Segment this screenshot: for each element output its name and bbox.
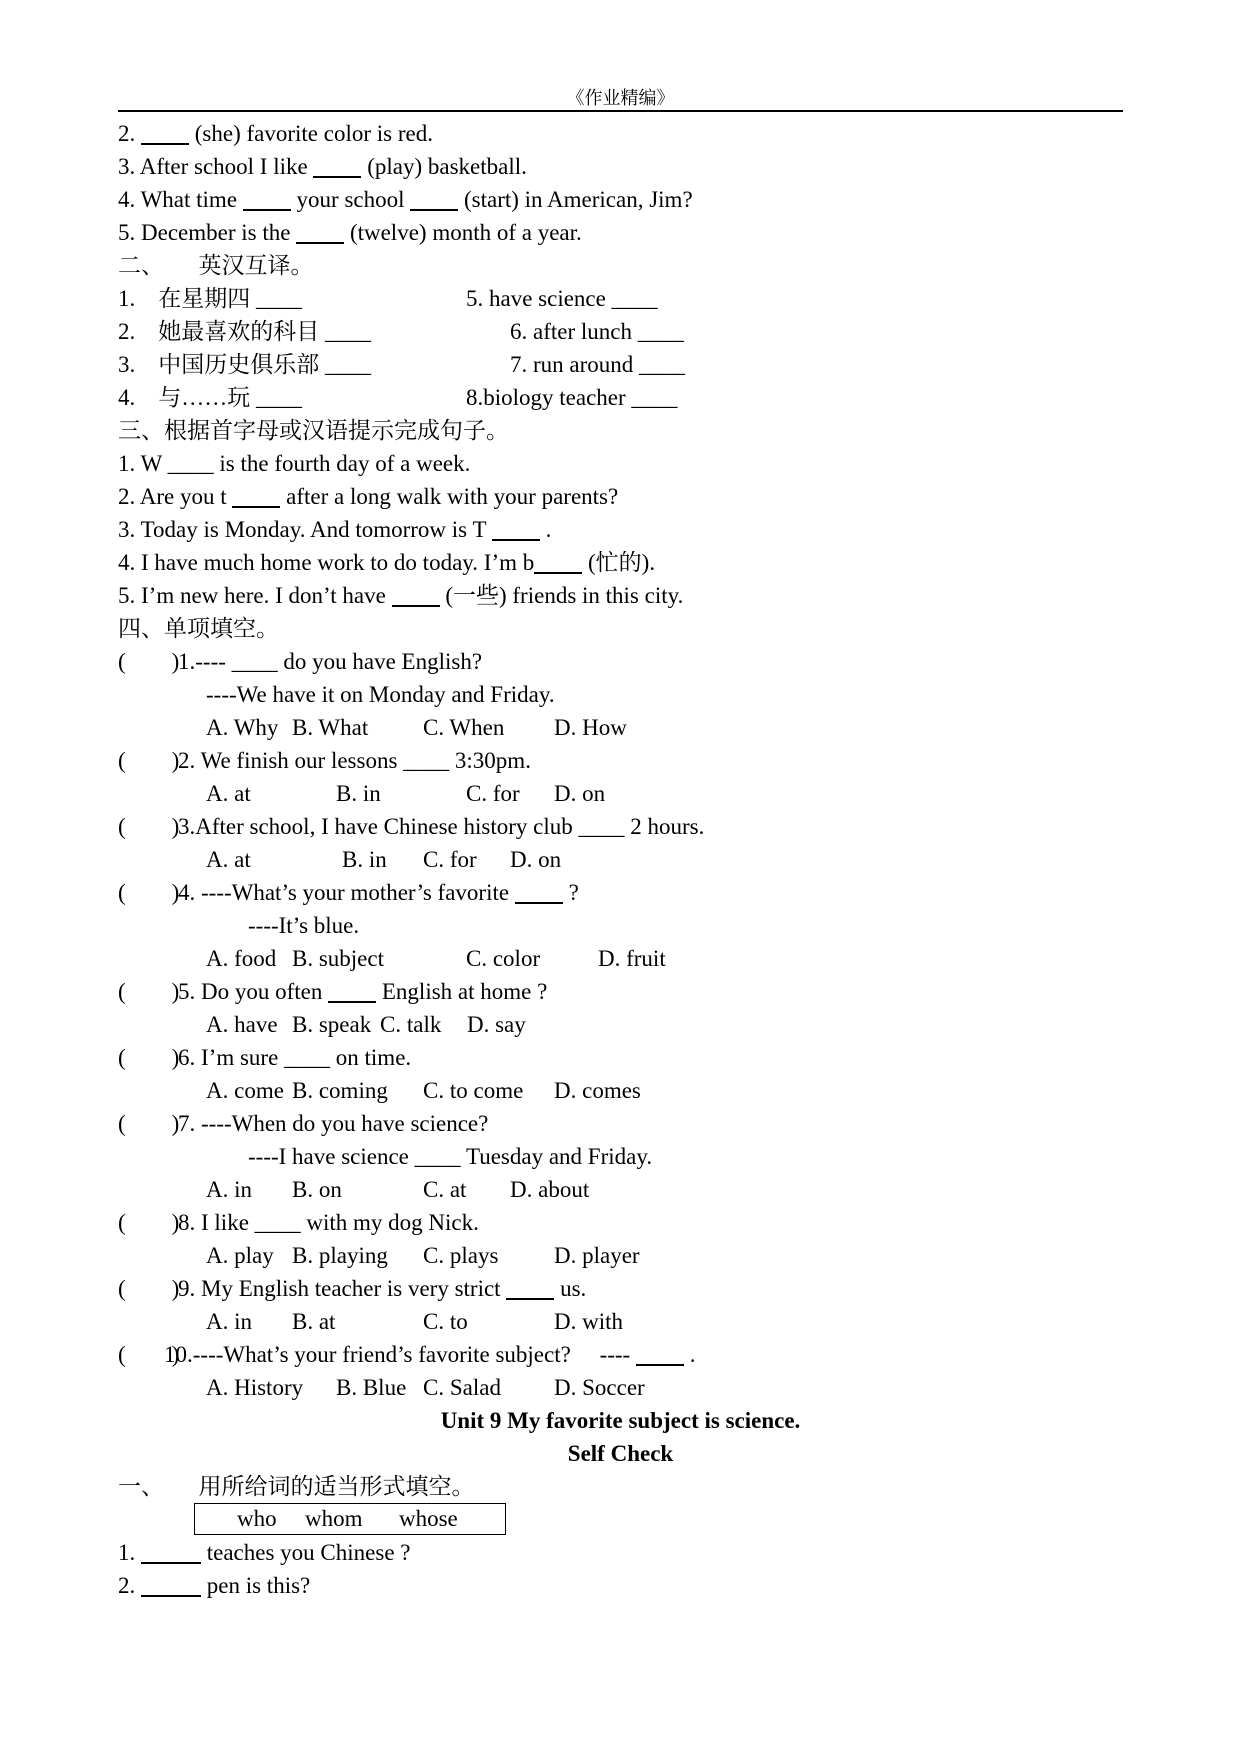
answer-blank[interactable] bbox=[141, 121, 189, 145]
unit-title: Unit 9 My favorite subject is science. bbox=[440, 1408, 801, 1433]
answer-paren[interactable]: ( ) bbox=[118, 979, 180, 1004]
section-4-title: 四、单项填空。 bbox=[118, 616, 279, 641]
mc-question-5: ( ) 5. Do you often English at home ? bbox=[118, 975, 1123, 1008]
hint-item-1: 1. W ____ is the fourth day of a week. bbox=[118, 451, 471, 476]
answer-paren[interactable]: ( ) bbox=[118, 1210, 180, 1235]
mc-question-9: ( ) 9. My English teacher is very strict us. bbox=[118, 1272, 1123, 1305]
hint-item-4: 4. I have much home work to do today. I’m b (忙的). bbox=[118, 550, 656, 575]
answer-blank[interactable] bbox=[515, 880, 563, 904]
answer-blank[interactable] bbox=[392, 583, 440, 607]
translate-row-3: 3. 中国历史俱乐部 ____ 7. run around ____ bbox=[118, 352, 686, 377]
word-box: who whom whose bbox=[194, 1503, 506, 1535]
answer-blank[interactable] bbox=[492, 517, 540, 541]
translate-row-1: 1. 在星期四 ____ 5. have science ____ bbox=[118, 286, 658, 311]
hint-item-5: 5. I’m new here. I don’t have (一些) friends in this city. bbox=[118, 583, 684, 608]
section-3-title: 三、根据首字母或汉语提示完成句子。 bbox=[118, 418, 509, 443]
mc-options-6: A. come B. coming C. to come D. comes bbox=[206, 1078, 641, 1103]
answer-blank[interactable] bbox=[636, 1342, 684, 1366]
mc-question-4-reply: ----It’s blue. bbox=[248, 913, 360, 938]
mc-question-7-reply: ----I have science ____ Tuesday and Friday. bbox=[248, 1144, 653, 1169]
mc-options-4: A. food B. subject C. color D. fruit bbox=[206, 946, 666, 971]
fill-in-item-5: 5. December is the (twelve) month of a year. bbox=[118, 220, 582, 245]
translate-row-4: 4. 与……玩 ____ 8.biology teacher ____ bbox=[118, 385, 678, 410]
answer-blank[interactable] bbox=[328, 979, 376, 1003]
answer-blank[interactable] bbox=[141, 1540, 201, 1564]
section-2-title: 二、 英汉互译。 bbox=[118, 253, 314, 278]
word-box-row bbox=[118, 1503, 1123, 1536]
answer-paren[interactable]: ( ) bbox=[118, 748, 180, 773]
answer-blank[interactable] bbox=[296, 220, 344, 244]
mc-options-1: A. Why B. What C. When D. How bbox=[206, 715, 627, 740]
mc-options-2: A. at B. in C. for D. on bbox=[206, 781, 606, 806]
hint-item-2: 2. Are you t after a long walk with your parents? bbox=[118, 484, 619, 509]
mc-options-5: A. have B. speak C. talk D. say bbox=[206, 1012, 526, 1037]
mc-question-1: ( ) 1.---- ____ do you have English? bbox=[118, 645, 1123, 678]
mc-options-3: A. at B. in C. for D. on bbox=[206, 847, 562, 872]
answer-blank[interactable] bbox=[243, 187, 291, 211]
fill-in-item-2: 2. (she) favorite color is red. bbox=[118, 121, 433, 146]
fill-in-item-4: 4. What time your school (start) in American, Jim? bbox=[118, 187, 693, 212]
worksheet-content bbox=[118, 117, 1123, 1602]
mc-question-10: ( ) 10.----What’s your friend’s favorite subject? ---- . bbox=[118, 1338, 1123, 1371]
mc-options-9: A. in B. at C. to D. with bbox=[206, 1309, 623, 1334]
answer-blank[interactable] bbox=[313, 154, 361, 178]
self-check-item-1: 1. teaches you Chinese ? bbox=[118, 1540, 411, 1565]
answer-paren[interactable]: ( ) bbox=[118, 1045, 180, 1070]
hint-item-3: 3. Today is Monday. And tomorrow is T . bbox=[118, 517, 552, 542]
self-check-section-1-title: 一、 用所给词的适当形式填空。 bbox=[118, 1474, 475, 1499]
mc-question-3: ( ) 3.After school, I have Chinese history club ____ 2 hours. bbox=[118, 810, 1123, 843]
answer-paren[interactable]: ( ) bbox=[118, 1111, 180, 1136]
translate-row-2: 2. 她最喜欢的科目 ____ 6. after lunch ____ bbox=[118, 319, 684, 344]
mc-options-7: A. in B. on C. at D. about bbox=[206, 1177, 590, 1202]
self-check-item-2: 2. pen is this? bbox=[118, 1573, 311, 1598]
answer-paren[interactable]: ( ) bbox=[118, 814, 180, 839]
mc-question-8: ( ) 8. I like ____ with my dog Nick. bbox=[118, 1206, 1123, 1239]
answer-blank[interactable] bbox=[410, 187, 458, 211]
answer-blank[interactable] bbox=[506, 1276, 554, 1300]
mc-options-8: A. play B. playing C. plays D. player bbox=[206, 1243, 640, 1268]
mc-options-10: A. History B. Blue C. Salad D. Soccer bbox=[206, 1375, 645, 1400]
mc-question-2: ( ) 2. We finish our lessons ____ 3:30pm. bbox=[118, 744, 1123, 777]
self-check-title: Self Check bbox=[567, 1441, 674, 1466]
answer-blank[interactable] bbox=[232, 484, 280, 508]
answer-blank[interactable] bbox=[141, 1573, 201, 1597]
answer-paren[interactable]: ( ) bbox=[118, 649, 180, 674]
fill-in-item-3: 3. After school I like (play) basketball. bbox=[118, 154, 527, 179]
page-header: 《作业精编》 bbox=[118, 84, 1123, 112]
mc-question-7: ( ) 7. ----When do you have science? bbox=[118, 1107, 1123, 1140]
answer-paren[interactable]: ( ) bbox=[118, 1276, 180, 1301]
mc-question-4: ( ) 4. ----What’s your mother’s favorite ? bbox=[118, 876, 1123, 909]
mc-question-6: ( ) 6. I’m sure ____ on time. bbox=[118, 1041, 1123, 1074]
answer-paren[interactable]: ( ) bbox=[118, 880, 180, 905]
answer-blank[interactable] bbox=[534, 550, 582, 574]
mc-question-1-reply: ----We have it on Monday and Friday. bbox=[206, 682, 555, 707]
answer-paren[interactable]: ( ) bbox=[118, 1342, 180, 1367]
